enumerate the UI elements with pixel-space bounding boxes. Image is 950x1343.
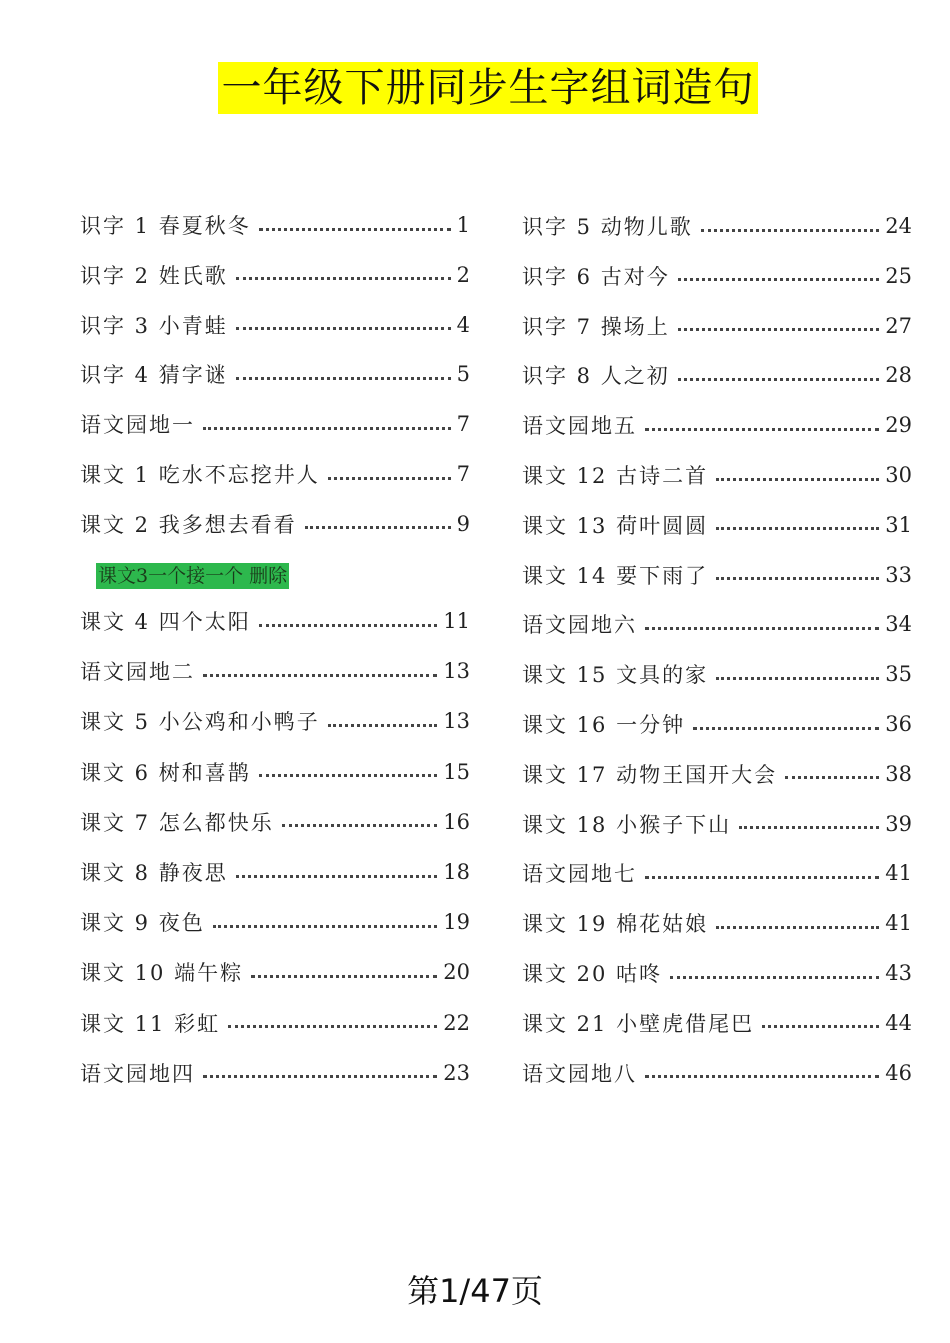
toc-entry-label: 识字 8 人之初 <box>522 364 670 389</box>
toc-entry-page: 9 <box>456 511 470 536</box>
toc-leader-dots <box>670 976 879 979</box>
toc-leader-dots <box>701 229 880 232</box>
toc-entry-page: 41 <box>885 861 912 886</box>
toc-entry[interactable] <box>522 809 912 839</box>
toc-leader-dots <box>203 674 437 677</box>
toc-entry[interactable] <box>80 359 470 389</box>
toc-entry[interactable] <box>522 460 912 490</box>
toc-leader-dots <box>236 377 451 380</box>
toc-entry[interactable] <box>522 958 912 988</box>
toc-entry-page: 23 <box>443 1060 470 1085</box>
toc-entry[interactable] <box>80 1008 470 1038</box>
toc-entry-page: 7 <box>456 462 470 486</box>
toc-entry-page: 16 <box>443 809 470 834</box>
toc-entry[interactable] <box>522 311 912 341</box>
toc-leader-dots <box>739 826 879 829</box>
toc-entry-label: 课文 18 小猴子下山 <box>522 812 732 837</box>
toc-entry[interactable] <box>522 410 912 440</box>
toc-entry[interactable] <box>80 210 470 240</box>
toc-entry-page: 36 <box>885 712 912 736</box>
toc-entry-label: 识字 5 动物儿歌 <box>522 215 693 239</box>
toc-entry-page: 31 <box>885 512 912 537</box>
toc-entry-label: 语文园地五 <box>522 414 637 439</box>
toc-entry-label: 识字 2 姓氏歌 <box>80 263 228 288</box>
toc-entry-page: 46 <box>885 1060 912 1085</box>
toc-entry-label: 课文 17 动物王国开大会 <box>522 762 778 787</box>
toc-leader-dots <box>236 875 438 878</box>
toc-entry[interactable] <box>80 260 470 290</box>
toc-entry-page: 1 <box>456 213 470 237</box>
toc-entry-label: 课文 12 古诗二首 <box>522 464 709 488</box>
toc-entry-label: 课文 11 彩虹 <box>80 1011 221 1036</box>
toc-entry-label: 课文 8 静夜思 <box>80 861 228 885</box>
toc-leader-dots <box>259 228 451 231</box>
toc-entry[interactable] <box>522 261 912 291</box>
toc-entry-page: 35 <box>885 662 912 687</box>
toc-entry[interactable] <box>80 907 470 937</box>
toc-entry-label: 课文 2 我多想去看看 <box>80 512 297 537</box>
toc-leader-dots <box>259 624 438 627</box>
toc-leader-dots <box>785 776 879 779</box>
toc-entry[interactable] <box>80 807 470 837</box>
toc-entry-label: 课文 20 咕咚 <box>522 962 663 986</box>
toc-entry-page: 38 <box>885 761 912 786</box>
toc-leader-dots <box>203 427 451 430</box>
toc-leader-dots <box>282 824 438 827</box>
toc-entry-label: 课文 9 夜色 <box>80 911 205 936</box>
toc-entry-label: 语文园地七 <box>522 862 637 887</box>
toc-entry-label: 语文园地一 <box>80 413 195 438</box>
toc-leader-dots <box>716 577 879 580</box>
toc-entry-page: 29 <box>885 413 912 438</box>
toc-entry-page: 41 <box>885 911 912 936</box>
toc-entry-label: 语文园地八 <box>522 1061 637 1086</box>
toc-entry-label: 语文园地六 <box>522 613 637 638</box>
toc-entry-page: 44 <box>885 1010 912 1035</box>
toc-leader-dots <box>645 428 879 431</box>
toc-entry[interactable] <box>522 908 912 938</box>
deleted-lesson-note: 课文3一个接一个 删除 <box>98 565 288 587</box>
toc-leader-dots <box>762 1025 879 1028</box>
toc-entry-page: 13 <box>443 709 470 734</box>
toc-leader-dots <box>678 328 880 331</box>
toc-leader-dots <box>203 1075 437 1078</box>
toc-entry[interactable] <box>80 706 470 736</box>
toc-entry[interactable] <box>80 310 470 340</box>
toc-entry-page: 27 <box>885 313 912 338</box>
toc-entry-label: 课文 21 小壁虎借尾巴 <box>522 1011 755 1036</box>
toc-entry-label: 识字 6 古对今 <box>522 264 670 289</box>
toc-entry-page: 43 <box>885 961 912 985</box>
toc-entry[interactable] <box>80 409 470 439</box>
toc-entry-label: 课文 5 小公鸡和小鸭子 <box>80 710 320 735</box>
toc-entry-page: 22 <box>443 1010 470 1035</box>
toc-entry-label: 识字 7 操场上 <box>522 314 670 339</box>
toc-entry-label: 识字 1 春夏秋冬 <box>80 214 251 238</box>
toc-entry-page: 25 <box>885 263 912 288</box>
toc-entry[interactable] <box>80 606 470 636</box>
toc-leader-dots <box>328 477 451 480</box>
toc-leader-dots <box>259 774 438 777</box>
toc-entry-page: 4 <box>456 312 470 337</box>
toc-entry-page: 20 <box>443 960 470 985</box>
toc-entry-label: 课文 4 四个太阳 <box>80 610 251 634</box>
toc-entry-label: 课文 14 要下雨了 <box>522 563 709 588</box>
toc-leader-dots <box>645 1075 879 1078</box>
toc-entry-page: 24 <box>885 214 912 238</box>
toc-entry-page: 30 <box>885 463 912 487</box>
toc-entry-page: 18 <box>443 860 470 884</box>
toc-leader-dots <box>645 627 879 630</box>
toc-entry[interactable] <box>80 1058 470 1088</box>
toc-leader-dots <box>716 677 879 680</box>
toc-entry[interactable] <box>522 510 912 540</box>
toc-entry-label: 课文 13 荷叶圆圆 <box>522 513 709 538</box>
toc-entry[interactable] <box>522 709 912 739</box>
toc-entry-label: 识字 3 小青蛙 <box>80 313 228 338</box>
toc-entry-page: 11 <box>443 609 470 633</box>
toc-entry[interactable] <box>522 211 912 241</box>
toc-entry[interactable] <box>522 1058 912 1088</box>
toc-entry[interactable] <box>522 1008 912 1038</box>
toc-entry[interactable] <box>522 759 912 789</box>
toc-entry[interactable] <box>522 560 912 590</box>
toc-entry-label: 课文 16 一分钟 <box>522 713 686 737</box>
toc-entry[interactable] <box>522 360 912 390</box>
toc-leader-dots <box>251 975 437 978</box>
toc-entry-label: 课文 6 树和喜鹊 <box>80 760 251 785</box>
toc-entry[interactable] <box>80 656 470 686</box>
toc-leader-dots <box>236 327 451 330</box>
toc-entry-label: 课文 1 吃水不忘挖井人 <box>80 463 320 487</box>
toc-entry-page: 13 <box>443 659 470 684</box>
toc-leader-dots <box>678 378 880 381</box>
toc-entry[interactable] <box>80 857 470 887</box>
toc-entry-label: 课文 7 怎么都快乐 <box>80 810 274 835</box>
toc-leader-dots <box>716 926 879 929</box>
toc-entry-page: 34 <box>885 612 912 637</box>
toc-leader-dots <box>305 526 451 529</box>
toc-leader-dots <box>693 727 879 730</box>
toc-entry-label: 课文 19 棉花姑娘 <box>522 912 709 937</box>
toc-entry-label: 课文 10 端午粽 <box>80 961 244 986</box>
toc-entry[interactable] <box>80 957 470 987</box>
toc-leader-dots <box>645 876 879 879</box>
toc-entry[interactable] <box>80 757 470 787</box>
toc-leader-dots <box>716 527 879 530</box>
toc-leader-dots <box>716 478 879 481</box>
toc-entry-page: 5 <box>456 362 470 387</box>
toc-entry-page: 7 <box>456 412 470 437</box>
toc-entry[interactable] <box>522 609 912 639</box>
toc-entry-page: 28 <box>885 363 912 388</box>
toc-leader-dots <box>228 1025 437 1028</box>
toc-entry-label: 识字 4 猜字谜 <box>80 363 228 388</box>
toc-entry[interactable] <box>80 459 470 489</box>
toc-leader-dots <box>678 278 880 281</box>
toc-entry-page: 2 <box>456 262 470 287</box>
toc-leader-dots <box>328 724 438 727</box>
toc-entry-page: 39 <box>885 811 912 836</box>
toc-leader-dots <box>213 925 438 928</box>
toc-entry-label: 课文 15 文具的家 <box>522 663 709 688</box>
toc-entry[interactable] <box>522 858 912 888</box>
toc-entry-label: 语文园地四 <box>80 1061 195 1086</box>
toc-entry-page: 19 <box>443 910 470 935</box>
page-indicator: 第1/47页 <box>407 1272 543 1310</box>
toc-entry-page: 15 <box>443 759 470 784</box>
toc-entry[interactable] <box>80 509 470 539</box>
toc-entry-label: 语文园地二 <box>80 660 195 685</box>
toc-entry-page: 33 <box>885 562 912 587</box>
page-title: 一年级下册同步生字组词造句 <box>218 62 758 114</box>
toc-entry[interactable] <box>522 659 912 689</box>
toc-leader-dots <box>236 277 451 280</box>
